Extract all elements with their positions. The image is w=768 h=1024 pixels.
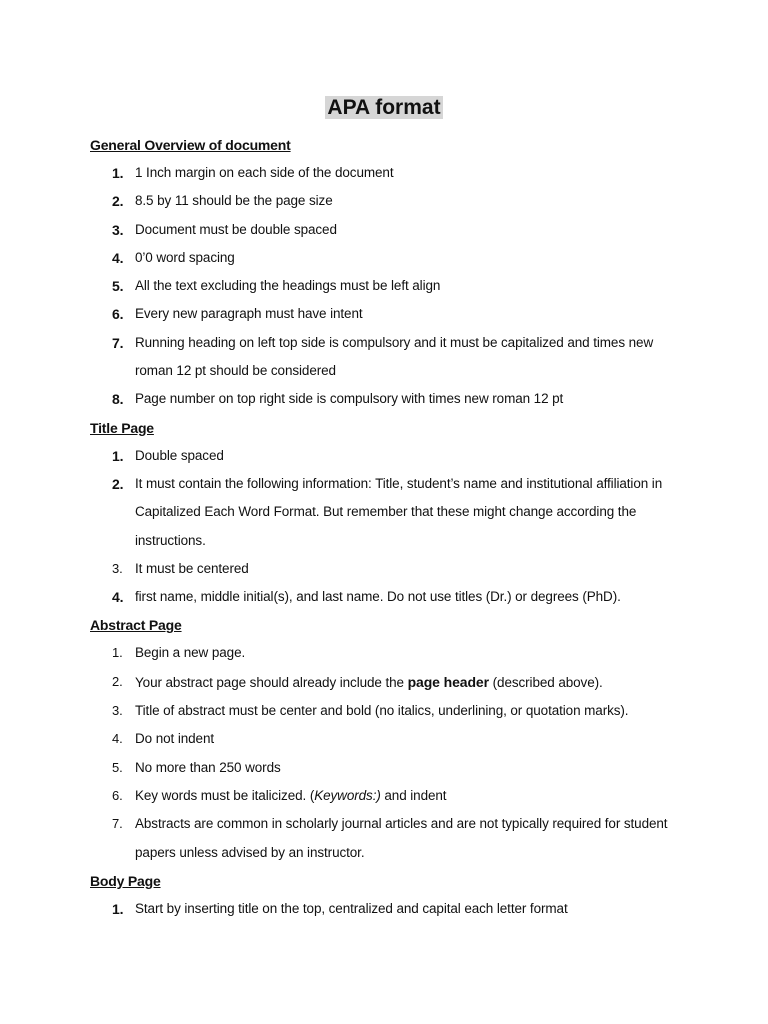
document-body: [90, 131, 690, 923]
section-heading-title-page: Title Page: [90, 419, 154, 436]
list-item: 2. Your abstract page should already include the page header (described above).: [112, 673, 603, 690]
list-item: 3. It must be centered: [112, 560, 249, 576]
list-item: 1. Start by inserting title on the top, centralized and capital each letter format: [112, 900, 568, 917]
list-item: 5. No more than 250 words: [112, 759, 281, 775]
list-item: 5. All the text excluding the headings must be left align: [112, 278, 441, 295]
page-header-emphasis: page header: [407, 673, 489, 690]
title-page-list: [90, 442, 690, 612]
list-item: 6. Every new paragraph must have intent: [112, 306, 363, 323]
body-page-list: [90, 895, 690, 923]
list-item: 2. 8.5 by 11 should be the page size: [112, 193, 333, 210]
section-heading-general-overview: General Overview of document: [90, 137, 291, 153]
section-heading-body-page: Body Page: [90, 872, 161, 889]
list-item: 4. first name, middle initial(s), and last name. Do not use titles (Dr.) or degrees (PhD).: [112, 589, 621, 606]
section-heading-abstract-page: Abstract Page: [90, 617, 182, 634]
document-title-text: APA format: [327, 96, 441, 119]
keywords-italic: Keywords:): [314, 787, 381, 803]
list-item: 6. Key words must be italicized. (Keywords:) and indent: [112, 787, 447, 803]
list-item: 1. Double spaced: [112, 447, 224, 464]
abstract-page-list: [90, 639, 690, 866]
document-title: [0, 94, 768, 121]
list-item: 4. 0’0 word spacing: [112, 249, 235, 266]
list-item: 8. Page number on top right side is compulsory with times new roman 12 pt: [112, 391, 564, 408]
list-item: 2. It must contain the following information: Title, student’s name and institutional affiliation in Capitalized Each Word Format. But remember that these might change according the instructions.: [112, 475, 663, 548]
list-item: 1. 1 Inch margin on each side of the document: [112, 165, 394, 181]
list-item: 7. Running heading on left top side is compulsory and it must be capitalized and times new roman 12 pt should be considered: [112, 334, 654, 379]
list-item: 4. Do not indent: [112, 731, 215, 747]
general-overview-list: [90, 159, 690, 414]
list-item: 7. Abstracts are common in scholarly journal articles and are not typically required for student papers unless advised by an instructor.: [112, 816, 668, 860]
list-item: 1. Begin a new page.: [112, 645, 246, 661]
list-item: 3. Title of abstract must be center and bold (no italics, underlining, or quotation marks).: [112, 703, 629, 719]
list-item: 3. Document must be double spaced: [112, 221, 337, 238]
